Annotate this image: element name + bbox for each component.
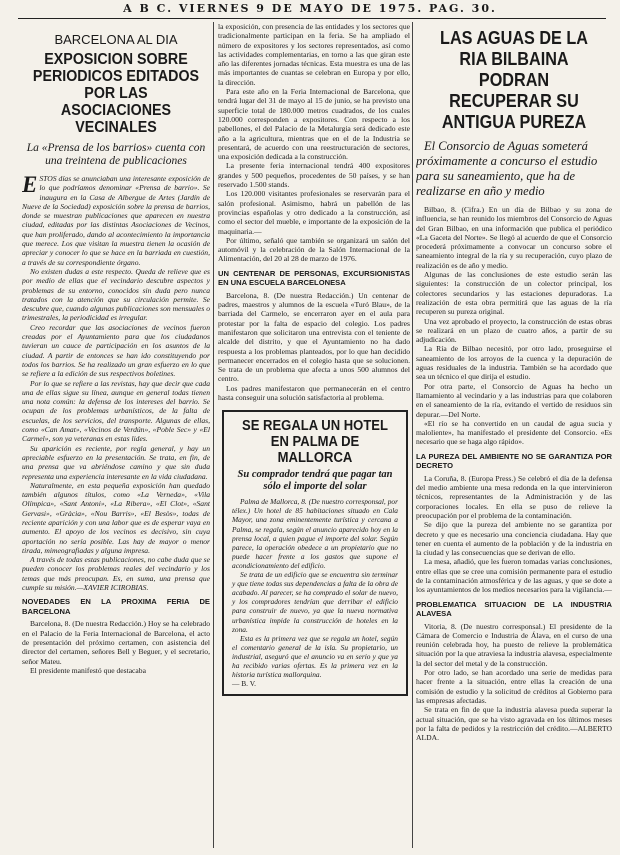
paragraph: Por último, señaló que también se organizará un salón del automóvil y la celebración de la Salón Internacional de la Alimentación, del 20 al 28 de marzo de 1976. — [218, 235, 410, 264]
paragraph: Su aparición es reciente, por regla general, y hay un apreciable esfuerzo en la presentación. Se trata, en fin, de una prensa que va abriéndose camino y que sin duda representa una experiencia interesante en la vida ciudadana. — [22, 443, 210, 481]
paragraph: Por otro lado, se han acordado una serie de medidas para hacer frente a la situación, entre ellas la creación de una comisión de estudio y la solicitud de créditos al Gobierno para las empresas afectadas. — [416, 668, 612, 705]
paragraph: Se dijo que la pureza del ambiente no se garantiza por decreto y que es necesario una conciencia ciudadana. Hay que tener en cuenta el aumento de la población y de la industria en la ciudad y las consecuencias que se derivan de ello. — [416, 520, 612, 558]
paragraph: La Coruña, 8. (Europa Press.) Se celebró el día de la defensa del medio ambiente una mesa redonda en la que intervinieron técnicos, representantes de la Administración y de las corporaciones locales. En ella se puso de relieve la preocupación por el problema de la contaminación. — [416, 473, 612, 520]
article-headline: LAS AGUAS DE LA RIA BILBAINA PODRAN RECUPERAR SU ANTIGUA PUREZA — [440, 28, 588, 132]
paragraph: Barcelona, 8. (De nuestra Redacción.) Hoy se ha celebrado en el Palacio de la Feria Internacional de Barcelona, el acto de presentación del próximo certamen, con asistencia del director del certamen, señores Bell y Beguer, y el secretario, señor Mateu. — [22, 619, 210, 666]
section-title: UN CENTENAR DE PERSONAS, EXCURSIONISTAS EN UNA ESCUELA BARCELONESA — [218, 268, 410, 288]
paragraph: Naturalmente, en esta pequeña exposición han quedado también algunos títulos, como «La Verneda», «Vila Olímpica», «Sant Antoni», «La Ribera», «El Clot», «Sant Gervasi», «Gràcia», «Nou Barris», «El Besòs», todas de reciente aparición y con una labor que es de esperar vaya en aumento. El apoyo de los vecinos es decisivo, sin cuya aportación no sería posible. Las hay de mayor o menor tirada, mimeografiadas y alguna impresa. — [22, 480, 210, 555]
paragraph: La mesa, añadió, que les fueron tomadas varias conclusiones, entre ellas que se cree una comisión permanente para el estudio de la contaminación atmosférica y de las aguas, y que se dote a los ayuntamientos de los medios necesarios para la vigilancia.— — [416, 557, 612, 595]
box-subhead: Su comprador tendrá que pagar tan sólo el importe del solar — [237, 469, 393, 493]
paragraph: STOS días se anunciaban una interesante exposición de lo que podríamos denominar «Prensa de barrio». Se inaugura en la Casa de Albergue de Artes (Jardín de Nueve de la Sociedad) exposición sobre la prensa de barrios, donde se muestran publicaciones que aparecen en nuestra ciudad, editadas por las distintas Asociaciones de Vecinos, que han proliferado, dando al acontecimiento la importancia que merece. Los que visitan la muestra tienen la ocasión de apreciar y conocer lo que se hace en la barriada en cuestión, a través de su correspondiente órgano. — [22, 174, 210, 267]
byline: — B. V. — [232, 679, 256, 689]
paragraph: Algunas de las conclusiones de este estudio serán las siguientes: la construcción de un colector principal, los colectores secundarios y las estaciones depuradoras. La realización de esta obra permitirá que las aguas de la ría recuperen su pureza original. — [416, 270, 612, 317]
column-divider — [213, 22, 214, 848]
paragraph: la exposición, con presencia de las entidades y los sectores que tradicionalmente participan en la feria. Se ha ampliado el número de expositores y los sectores representados, así como las actividades complementarias, en torno a las que giran este año las diferentes jornadas técnicas. Esta muestra es una de las más importantes de cuantas se celebran en Europa y por ello, la dirección. — [218, 22, 410, 87]
paragraph: Los 120.000 visitantes profesionales se reservarán para el salón profesional. Asimismo, habrá un pabellón de las provincias españolas y otro dedicado a la construcción, así como el sector del mueble, e importante de la exposición de la maquinaria.— — [218, 189, 410, 236]
paragraph: «El río se ha convertido en un caudal de agua sucia y maloliente», ha manifestado el presidente del Consorcio. «Es necesario que se haga algo rápido». — [416, 418, 612, 447]
drop-cap: E — [22, 172, 38, 197]
paragraph: Bilbao, 8. (Cifra.) En un día de Bilbao y su zona de influencia, se han reunido los miembros del Consorcio de Aguas del Gran Bilbao, en una información que publica el periódico «La Gaceta del Norte». Se llegó al acuerdo de que el Consorcio procederá próximamente a convocar un concurso sobre el saneamiento integral de la ría y su recuperación, cuyo plazo de realización es de año y medio. — [416, 205, 612, 270]
paragraph: Palma de Mallorca, 8. (De nuestro corresponsal, por télex.) Un hotel de 85 habitaciones situado en Cala Mayor, una zona eminentemente turística y cercana a Palma, se regala, según el anuncio aparecido hoy en la prensa local, a quien pague el importe del solar. Según parece, la operación obedece a un propietario que no puede hacer frente a los gastos que supone el acondicionamiento del edificio. — [232, 497, 398, 570]
paragraph: Una vez aprobado el proyecto, la construcción de estas obras se realizará en un plazo de cuatro años, a partir de su adjudicación. — [416, 316, 612, 345]
section-title: NOVEDADES EN LA PROXIMA FERIA DE BARCELONA — [22, 597, 210, 616]
header-rule — [18, 18, 606, 19]
paragraph: Para este año en la Feria Internacional de Barcelona, que tendrá lugar del 31 de mayo al 15 de junio, se ha previsto una superficie total de 180.000 metros cuadrados, de los cuales 120.000 corresponden a expositores. Con respecto a los pabellones, el del Palacio de la Metalurgia será dedicado este año a la agricultura, mientras que en el de la Industria se presentará, de acuerdo con una reestructuración de sectores, una exposición dedicada a la construcción. — [218, 87, 410, 162]
paragraph: Los padres manifestaron que permanecerán en el centro hasta conseguir una solución satisfactoria al problema. — [218, 383, 410, 402]
column-divider — [412, 22, 413, 848]
column-2 — [218, 22, 410, 850]
section-kicker: BARCELONA AL DIA — [54, 32, 178, 47]
section-title: PROBLEMATICA SITUACION DE LA INDUSTRIA ALAVESA — [416, 599, 612, 619]
paragraph: La Ría de Bilbao necesitó, por otro lado, proseguirse el saneamiento de los arroyos de la cuenca y la depuración de aguas residuales de la industria. También se ha acordado que sea un técnico el que dirija el estudio. — [416, 344, 612, 382]
column-1 — [22, 22, 210, 850]
article-headline: EXPOSICION SOBRE PERIODICOS EDITADOS POR LAS ASOCIACIONES VECINALES — [32, 51, 200, 136]
paragraph: A través de todas estas publicaciones, no cabe duda que se pueden conocer los problemas reales del vecindario y los temas que más preocupan. Es, en suma, una prensa que cumple su misión.—XAVIER ICIROBIAS. — [22, 555, 210, 593]
paragraph: Vitoria, 8. (De nuestro corresponsal.) El presidente de la Cámara de Comercio e Industria de Álava, en el curso de una reunión celebrada hoy, ha puesto de relieve la problemática situación por la que atraviesa la industria alavesa, especialmente la del sector del metal y de la construcción. — [416, 621, 612, 668]
column-3 — [416, 22, 612, 850]
paragraph: No existen dudas a este respecto. Queda de relieve que es por medio de ellas que el vecindario descubre aspectos y problemas de su entorno, conocidos sin duda pero nunca tratados con la atención que su circulación permite. Se descubre que, cuando algunas publicaciones son mensuales o trimestrales, la periodicidad es irregular. — [22, 266, 210, 323]
section-title: LA PUREZA DEL AMBIENTE NO SE GARANTIZA POR DECRETO — [416, 451, 612, 471]
paragraph: Esta es la primera vez que se regala un hotel, según el comentario general de la isla. Su propietario, un industrial, aseguró que el anuncio va en serio y que ya ha recibido varias ofertas. Es la primera vez en la historia turística mallorquina. — [232, 633, 398, 680]
paragraph: El presidente manifestó que destacaba — [30, 665, 146, 675]
box-headline: SE REGALA UN HOTEL EN PALMA DE MALLORCA — [242, 418, 388, 467]
paragraph: La presente feria internacional tendrá 400 expositores grandes y 500 pequeños, procedentes de 50 países, y se han reservado 1.500 stands. — [218, 161, 410, 190]
article-subhead: El Consorcio de Aguas someterá próximamente a concurso el estudio para su saneamiento, que ha de realizarse en año y medio — [416, 139, 598, 198]
article-subhead: La «Prensa de los barrios» cuenta con una treintena de publicaciones — [26, 142, 206, 167]
paragraph: Creo recordar que las asociaciones de vecinos fueron creadas por el Ayuntamiento para que los ciudadanos tuvieran un cauce de participación en los asuntos de la ciudad. A partir de entonces se han ido constituyendo por todos los barrios. Se ha realizado un gran esfuerzo en lo que se refiere a la edición de sus respectivos boletines. — [22, 322, 210, 379]
paragraph: Barcelona, 8. (De nuestra Redacción.) Un centenar de padres, maestros y alumnos de la escuela «Turó Blau», de la barriada del Carmelo, se encerraron ayer en el aula para protestar por la falta de espacio del colegio. Los padres manifestaron que solicitaron una entrevista con el teniente de alcalde del distrito, y que el Ayuntamiento no ha dado respuesta a los problemas planteados, por lo que han decidido permanecer encerrados en el colegio hasta que se solucionen. Se trata de un problema que afecta a unos 500 alumnos del centro. — [218, 290, 410, 384]
boxed-article — [222, 410, 408, 696]
page-masthead: A B C. VIERNES 9 DE MAYO DE 1975. PAG. 30. — [123, 2, 497, 15]
paragraph: Por otra parte, el Consorcio de Aguas ha hecho un llamamiento al vecindario y a las industrias para que colaboren en el saneamiento de la ría, evitando el vertido de residuos sin depurar.—Del Norte. — [416, 381, 612, 419]
paragraph: Se trata en fin de que la industria alavesa pueda superar la actual situación, que se ha visto agravada en los últimos meses por la falta de pedidos y la restricción del crédito.—ALBERTO ALDA. — [416, 705, 612, 743]
paragraph: Se trata de un edificio que se encuentra sin terminar y que tiene todas sus dependencias a falta de la obra de acabado. Al parecer, se ha comprado el solar de nuevo, y los compradores tendrían que derribar el edificio para construir de nuevo, ya que la nueva normativa urbanística impide la construcción de hoteles en la zona. — [232, 570, 398, 634]
paragraph: Por lo que se refiere a las revistas, hay que decir que cada una de ellas sigue su línea, aunque en general todas tienen una nota común: la defensa de los intereses del barrio. Se ocupan de los problemas urbanísticos, de la falta de escuelas, de los servicios, del transporte. Algunas de ellas, como «Can Amat», «Vecinos de Verdún», «Poble Sec» y «El Carmel», son ya veteranas en estas lides. — [22, 378, 210, 444]
